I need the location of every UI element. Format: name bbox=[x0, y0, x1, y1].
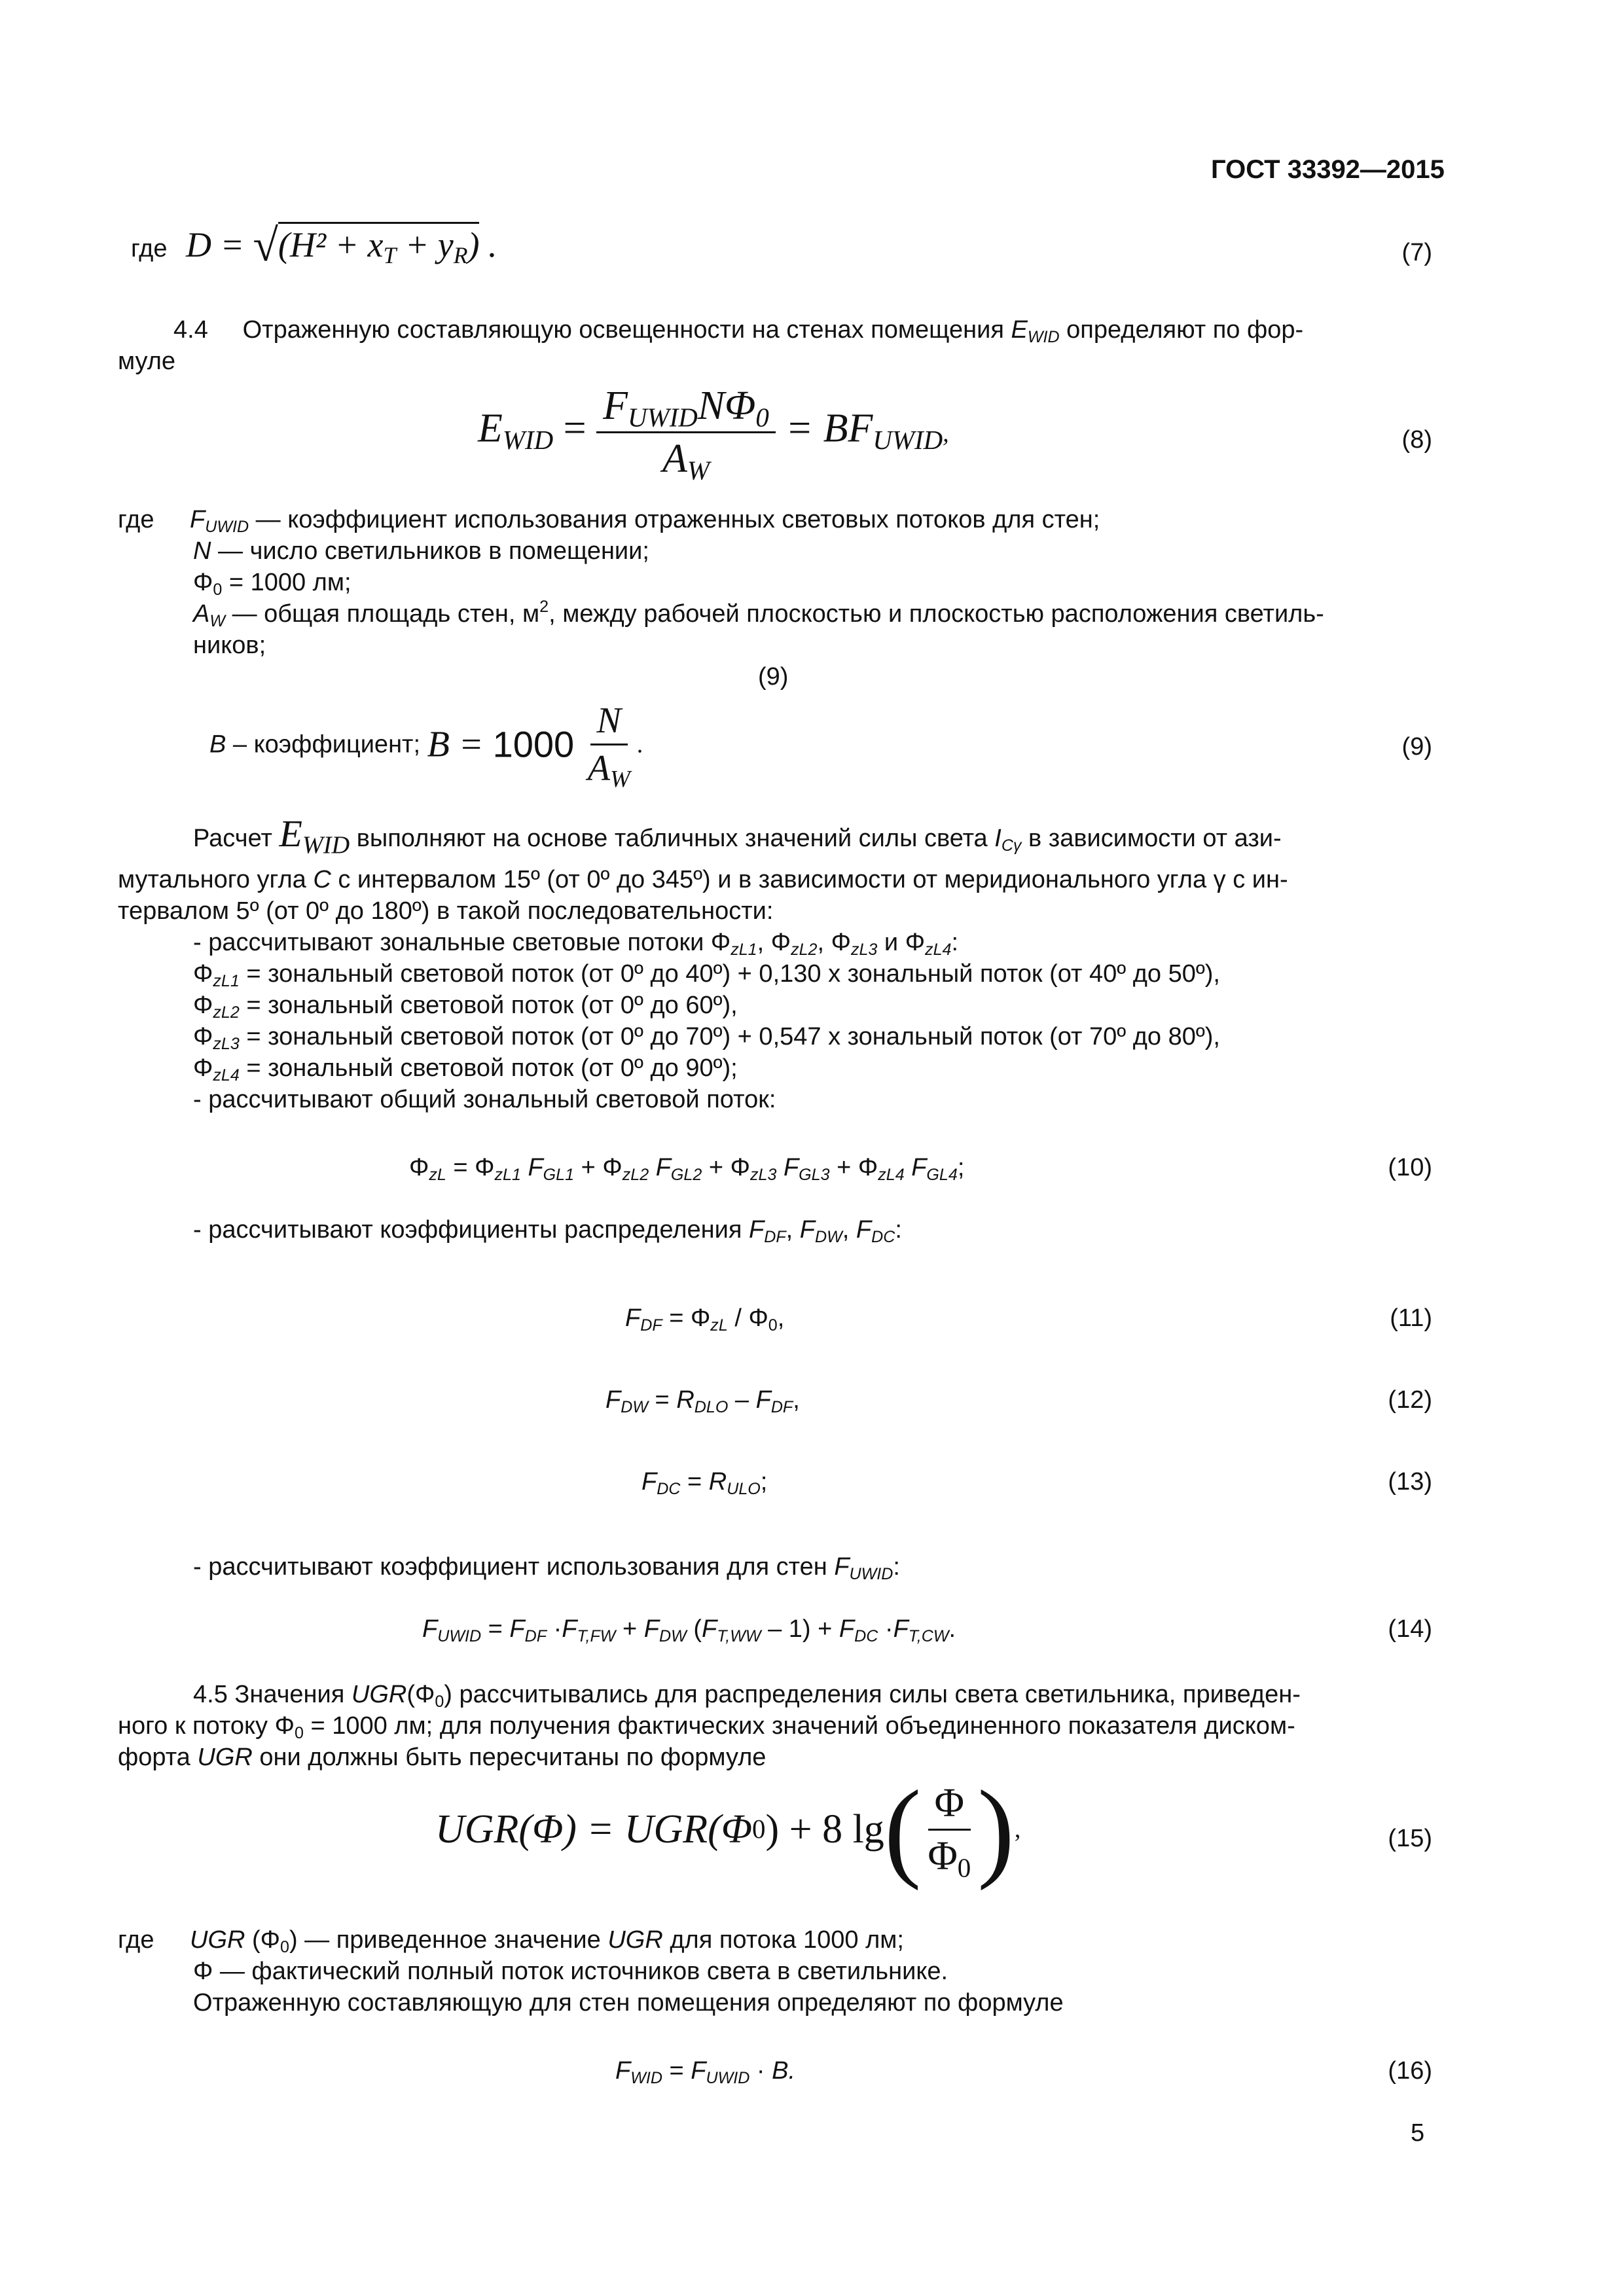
phi-zl1-line: $\Phi_{zL1}$ = зональный световой поток (от 0º до 40º) + 0,130 x зональный поток (от 40º до 50º), bbox=[193, 960, 1220, 991]
section-4-4-line2: муле bbox=[118, 348, 176, 375]
eq10-formula: $\Phi_{zL} = \Phi_{zL1}$ $F_{GL1} + \Phi_{zL2}$ $F_{GL2} + \Phi_{zL3}$ $F_{GL3} + \Phi_{zL4}$ $F_{GL4}$; bbox=[409, 1154, 965, 1185]
eq14-number: (14) bbox=[1388, 1615, 1432, 1643]
eq11-formula: $F_{DF} = \Phi_{zL} / \Phi_0$, bbox=[625, 1304, 785, 1335]
eq12-number: (12) bbox=[1388, 1386, 1432, 1414]
section-4-5-line3: форта UGR они должны быть пересчитаны по формуле bbox=[118, 1744, 767, 1771]
eq16-formula: $F_{WID} = F_{UWID} \cdot B$. bbox=[615, 2057, 796, 2088]
eq12-formula: $F_{DW} = R_{DLO} - F_{DF}$, bbox=[605, 1386, 800, 1417]
eq8-number: (8) bbox=[1401, 426, 1432, 454]
eq9-number: (9) bbox=[1401, 733, 1432, 761]
where8-item3: $\Phi_0 = 1000$ лм; bbox=[193, 569, 352, 600]
stray-equation-number: (9) bbox=[758, 663, 789, 691]
where-label: где bbox=[131, 235, 168, 262]
where8-item1: $F_{UWID}$ — коэффициент использования отраженных световых потоков для стен; bbox=[190, 506, 1100, 537]
calc-line2: мутального угла C с интервалом 15º (от 0º до 345º) и в зависимости от меридионального угла γ с ин- bbox=[118, 866, 1288, 893]
eq10-number: (10) bbox=[1388, 1154, 1432, 1181]
calc-line1: Расчет $E_{WID}$ выполняют на основе табличных значений силы света $I_{C\gamma}$ в зависимости от ази- bbox=[193, 812, 1282, 859]
section-4-5-line1: 4.5 Значения $UGR(\Phi_0)$ рассчитывались для распределения силы света светильника, приведен- bbox=[193, 1681, 1301, 1712]
eq9-block: B – коэффициент; B = 1000 $\frac{N}{A_W}$ . bbox=[209, 700, 643, 793]
phi-zl4-line: $\Phi_{zL4}$ = зональный световой поток (от 0º до 90º); bbox=[193, 1054, 738, 1085]
fuwid-intro: - рассчитывают коэффициент использования для стен $F_{UWID}$: bbox=[193, 1553, 900, 1584]
eq7-block bbox=[131, 221, 497, 271]
where8-item4: $A_W$ — общая площадь стен, $м^2$, между рабочей плоскостью и плоскостью расположения светиль- bbox=[193, 597, 1324, 631]
eq13-number: (13) bbox=[1388, 1468, 1432, 1496]
phi-zl2-line: $\Phi_{zL2}$ = зональный световой поток (от 0º до 60º), bbox=[193, 992, 738, 1022]
standard-id-header: ГОСТ 33392—2015 bbox=[1211, 155, 1445, 184]
eq7-number: (7) bbox=[1401, 239, 1432, 266]
eq13-formula: $F_{DC} = R_{ULO}$; bbox=[641, 1468, 768, 1499]
section-4-5-line2: ного к потоку $\Phi_0 = 1000$ лм; для получения фактических значений объединенного показателя диском- bbox=[118, 1712, 1295, 1743]
calc-bullet2: - рассчитывают общий зональный световой поток: bbox=[193, 1086, 776, 1113]
where8-item4-cont: ников; bbox=[193, 632, 266, 659]
eq11-number: (11) bbox=[1390, 1304, 1432, 1332]
eq16-number: (16) bbox=[1388, 2057, 1432, 2085]
where8-item2: N — число светильников в помещении; bbox=[193, 537, 649, 565]
coef-intro: - рассчитывают коэффициенты распределения $F_{DF}$, $F_{DW}$, $F_{DC}$: bbox=[193, 1216, 902, 1247]
where15-item2: Φ — фактический полный поток источников света в светильнике. bbox=[193, 1958, 948, 1985]
eq15-number: (15) bbox=[1388, 1825, 1432, 1852]
where15-item3: Отраженную составляющую для стен помещения определяют по формуле bbox=[193, 1989, 1064, 2017]
calc-bullet1: - рассчитывают зональные световые потоки $\Phi_{zL1}$, $\Phi_{zL2}$, $\Phi_{zL3}$ и $\Phi_{zL4}$: bbox=[193, 929, 959, 960]
eq8-formula: $E_{WID}$ = $\frac{F_{UWID}N\Phi_0}{A_W}$ = $BF_{UWID}$, bbox=[478, 384, 949, 486]
page-number: 5 bbox=[1411, 2119, 1425, 2147]
section-4-4-line1: 4.4 Отраженную составляющую освещенности на стенах помещения $E_{WID}$ определяют по фор- bbox=[173, 316, 1304, 347]
phi-zl3-line: $\Phi_{zL3}$ = зональный световой поток (от 0º до 70º) + 0,547 x зональный поток (от 70º до 80º), bbox=[193, 1023, 1220, 1054]
where15-label: где bbox=[118, 1926, 154, 1954]
where15-item1: UGR $(\Phi_0)$ — приведенное значение UGR для потока 1000 лм; bbox=[190, 1926, 904, 1957]
calc-line3: тервалом 5º (от 0º до 180º) в такой последовательности: bbox=[118, 897, 774, 925]
eq14-formula: $F_{UWID} = F_{DF} \cdot F_{T,FW} + F_{DW}$ $(F_{T,WW} - 1) + F_{DC} \cdot F_{T,CW}$. bbox=[422, 1615, 956, 1646]
eq15-formula: UGR(Φ) = UGR(Φ 0 ) + 8 lg ( $\frac{\Phi}{\Phi_0}$ ) , bbox=[435, 1768, 1021, 1891]
eq7-formula: $D = √(H^2 + x_T + y_R)$ . bbox=[186, 221, 497, 271]
where8-label: где bbox=[118, 506, 154, 533]
